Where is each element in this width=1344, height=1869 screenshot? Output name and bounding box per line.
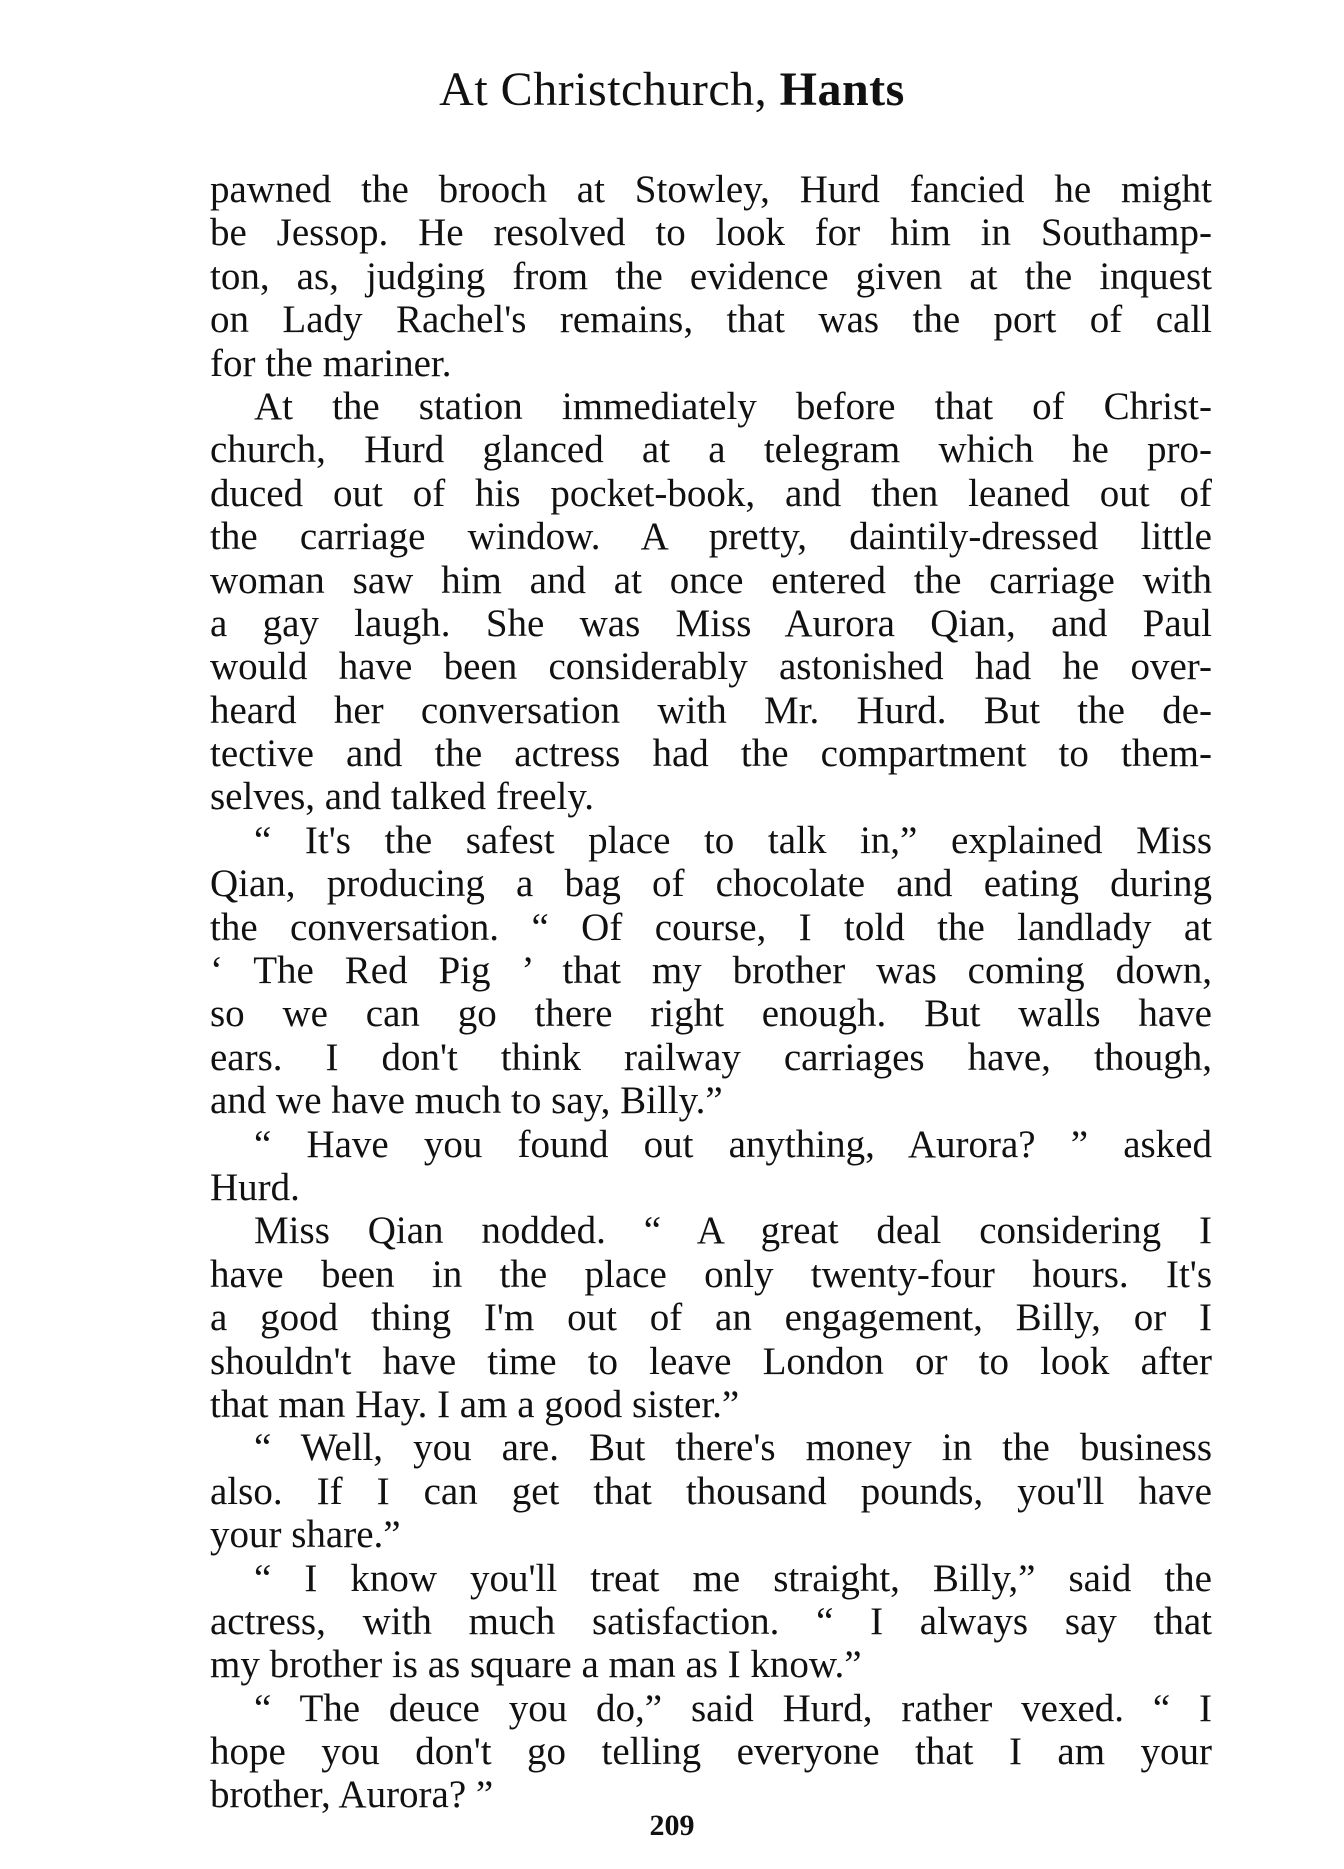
text-line: “ I know you'll treat me straight, Billy,” said the [254, 1556, 1212, 1600]
text-line: tective and the actress had the compartment to them- [210, 732, 1212, 776]
text-line: selves, and talked freely. [210, 775, 595, 819]
text-line: the carriage window. A pretty, daintily-dressed little [210, 515, 1212, 559]
running-head [0, 62, 1344, 118]
text-line: Miss Qian nodded. “ A great deal considering I [254, 1209, 1212, 1253]
text-line: ‘ The Red Pig ’ that my brother was coming down, [210, 949, 1212, 993]
text-line: for the mariner. [210, 341, 452, 385]
paragraph [210, 1687, 1212, 1817]
text-line: have been in the place only twenty-four hours. It's [210, 1252, 1212, 1296]
text-line: also. If I can get that thousand pounds, you'll have [210, 1469, 1212, 1513]
text-line: ton, as, judging from the evidence given at the inquest [210, 254, 1212, 298]
text-line: heard her conversation with Mr. Hurd. But the de- [210, 688, 1212, 732]
text-line: “ The deuce you do,” said Hurd, rather vexed. “ I [254, 1686, 1212, 1730]
text-line: hope you don't go telling everyone that I am your [210, 1730, 1212, 1774]
text-line: ears. I don't think railway carriages have, though, [210, 1035, 1212, 1079]
text-line: would have been considerably astonished had he over- [210, 645, 1212, 689]
paragraph [210, 819, 1212, 1123]
text-line: a gay laugh. She was Miss Aurora Qian, and Paul [210, 601, 1212, 645]
text-line: church, Hurd glanced at a telegram which he pro- [210, 428, 1212, 472]
paragraph [210, 1426, 1212, 1556]
text-line: on Lady Rachel's remains, that was the port of call [210, 298, 1212, 342]
running-head-prefix: At Christchurch, [439, 63, 780, 116]
text-line: my brother is as square a man as I know.” [210, 1643, 862, 1687]
text-line: your share.” [210, 1513, 401, 1557]
paragraph [210, 1209, 1212, 1426]
text-line: brother, Aurora? ” [210, 1773, 494, 1817]
text-line: Qian, producing a bag of chocolate and eating during [210, 862, 1212, 906]
text-line: “ Have you found out anything, Aurora? ” asked [254, 1122, 1212, 1166]
body-text [210, 168, 1212, 1817]
text-line: the conversation. “ Of course, I told the landlady at [210, 905, 1212, 949]
text-line: a good thing I'm out of an engagement, Billy, or I [210, 1296, 1212, 1340]
paragraph [210, 385, 1212, 819]
text-line: “ Well, you are. But there's money in the business [254, 1426, 1212, 1470]
text-line: actress, with much satisfaction. “ I always say that [210, 1599, 1212, 1643]
text-line: At the station immediately before that of Christ- [254, 384, 1212, 428]
text-line: shouldn't have time to leave London or to look after [210, 1339, 1212, 1383]
text-line: that man Hay. I am a good sister.” [210, 1382, 740, 1426]
text-line: and we have much to say, Billy.” [210, 1079, 723, 1123]
paragraph [210, 1123, 1212, 1210]
text-line: be Jessop. He resolved to look for him in Southamp- [210, 211, 1212, 255]
text-line: so we can go there right enough. But walls have [210, 992, 1212, 1036]
running-head-place: Hants [779, 63, 905, 116]
text-line: “ It's the safest place to talk in,” explained Miss [254, 818, 1212, 862]
paragraph [210, 168, 1212, 385]
text-line: Hurd. [210, 1165, 300, 1209]
paragraph [210, 1557, 1212, 1687]
text-line: woman saw him and at once entered the carriage with [210, 558, 1212, 602]
page-number: 209 [649, 1809, 695, 1842]
text-line: duced out of his pocket-book, and then leaned out of [210, 471, 1212, 515]
text-line: pawned the brooch at Stowley, Hurd fancied he might [210, 168, 1212, 211]
